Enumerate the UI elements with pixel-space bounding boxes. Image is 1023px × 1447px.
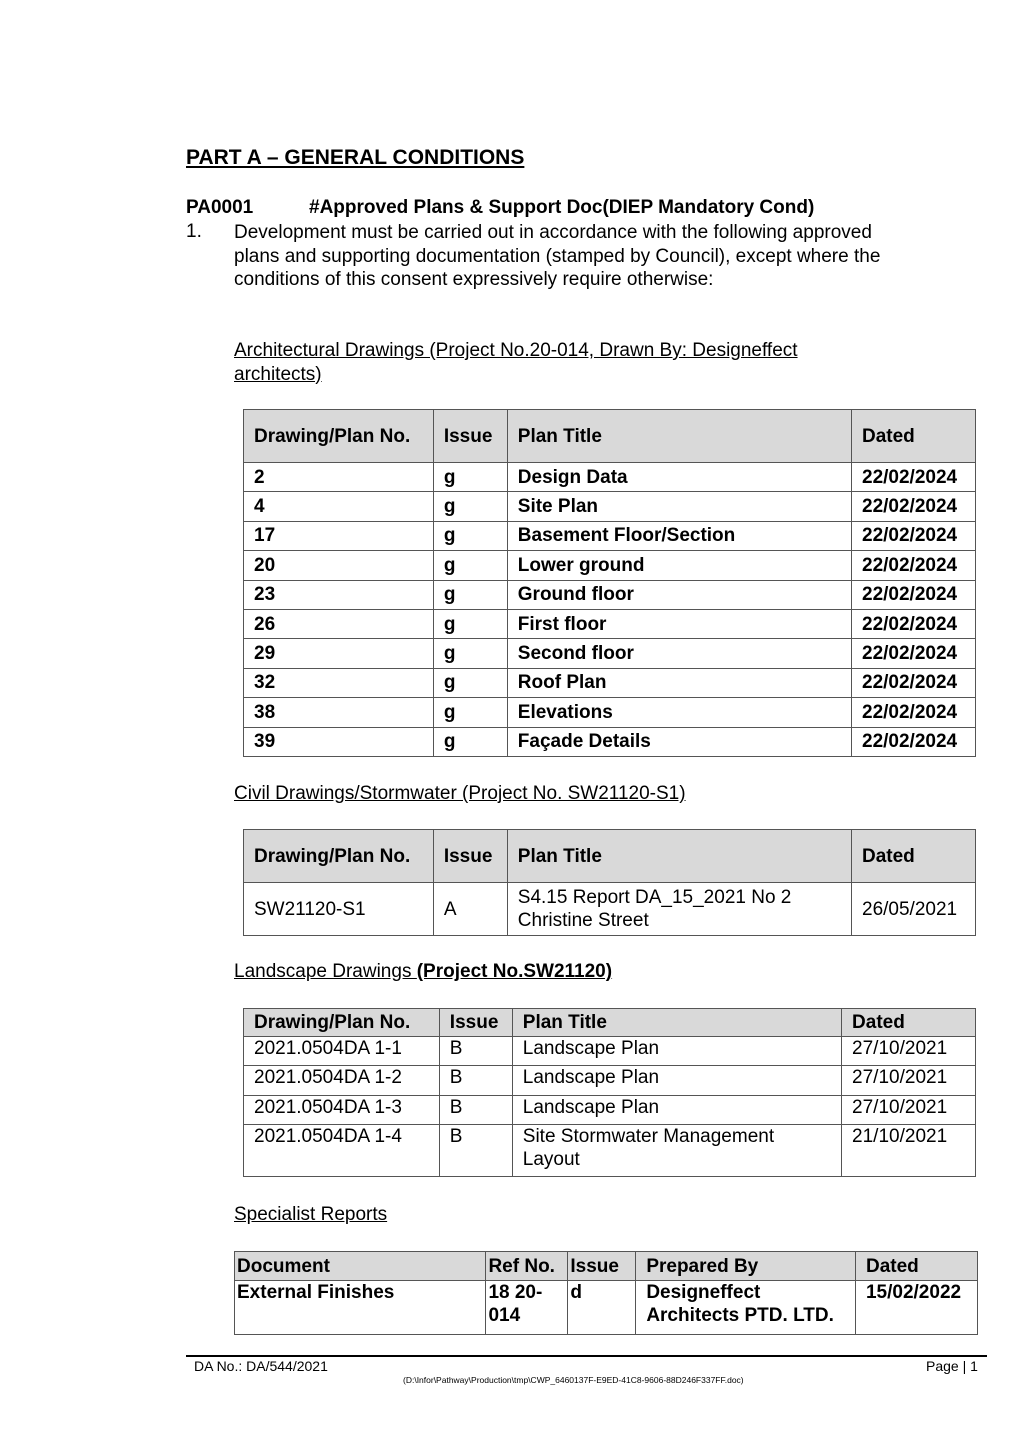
cell-plan-title: Lower ground bbox=[507, 551, 851, 580]
cell-plan-title: Basement Floor/Section bbox=[507, 521, 851, 550]
cell-plan-title: Second floor bbox=[507, 639, 851, 668]
architectural-table bbox=[243, 409, 976, 757]
footer-page-number: Page | 1 bbox=[926, 1358, 978, 1374]
cell-issue: B bbox=[439, 1125, 512, 1177]
header-dated: Dated bbox=[852, 830, 976, 883]
cell-dated: 22/02/2024 bbox=[852, 463, 976, 492]
table-row bbox=[244, 1095, 976, 1124]
header-issue: Issue bbox=[433, 410, 507, 463]
table-row bbox=[244, 580, 976, 609]
table-row bbox=[244, 639, 976, 668]
cell-dated: 15/02/2022 bbox=[855, 1281, 977, 1335]
cell-plan-title: Landscape Plan bbox=[512, 1037, 841, 1066]
cell-drawing-no: 4 bbox=[244, 492, 434, 521]
cell-issue: B bbox=[439, 1037, 512, 1066]
cell-drawing-no: 17 bbox=[244, 521, 434, 550]
footer-file-path: (D:\Infor\Pathway\Production\tmp\CWP_6460137F-E9ED-41C8-9606-88D246F337FF.doc) bbox=[403, 1375, 744, 1385]
table-row bbox=[244, 521, 976, 550]
cell-issue: g bbox=[433, 668, 507, 697]
header-drawing-no: Drawing/Plan No. bbox=[244, 830, 434, 883]
header-drawing-no: Drawing/Plan No. bbox=[244, 1009, 440, 1037]
cell-drawing-no: 26 bbox=[244, 609, 434, 638]
cell-issue: g bbox=[433, 492, 507, 521]
cell-plan-title: Roof Plan bbox=[507, 668, 851, 697]
cell-issue: A bbox=[433, 883, 507, 936]
cell-plan-title: Site Plan bbox=[507, 492, 851, 521]
cell-dated: 27/10/2021 bbox=[842, 1095, 976, 1124]
cell-issue: g bbox=[433, 727, 507, 756]
cell-dated: 22/02/2024 bbox=[852, 580, 976, 609]
cell-plan-title: Façade Details bbox=[507, 727, 851, 756]
cell-issue: g bbox=[433, 551, 507, 580]
table-row bbox=[244, 1066, 976, 1095]
cell-issue: B bbox=[439, 1095, 512, 1124]
table-row bbox=[244, 727, 976, 756]
cell-dated: 22/02/2024 bbox=[852, 492, 976, 521]
table-row bbox=[244, 698, 976, 727]
cell-plan-title: First floor bbox=[507, 609, 851, 638]
landscape-heading-project: (Project No.SW21120) bbox=[416, 961, 613, 982]
landscape-heading bbox=[234, 960, 612, 984]
cell-issue: d bbox=[568, 1281, 636, 1335]
table-row bbox=[244, 609, 976, 638]
table-row bbox=[244, 668, 976, 697]
table-header-row bbox=[244, 410, 976, 463]
cell-dated: 27/10/2021 bbox=[842, 1037, 976, 1066]
cell-plan-title: S4.15 Report DA_15_2021 No 2 Christine Street bbox=[507, 883, 851, 936]
cell-dated: 22/02/2024 bbox=[852, 727, 976, 756]
specialist-heading: Specialist Reports bbox=[234, 1204, 388, 1225]
cell-issue: g bbox=[433, 521, 507, 550]
cell-drawing-no: 32 bbox=[244, 668, 434, 697]
cell-drawing-no: 2021.0504DA 1-4 bbox=[244, 1125, 440, 1177]
table-row bbox=[244, 463, 976, 492]
table-row bbox=[244, 883, 976, 936]
header-dated: Dated bbox=[852, 410, 976, 463]
cell-ref-no: 18 20-014 bbox=[486, 1281, 568, 1335]
cell-issue: B bbox=[439, 1066, 512, 1095]
cell-drawing-no: 20 bbox=[244, 551, 434, 580]
condition-text: Development must be carried out in accordance with the following approved plans and supporting documentation (stamped by Council), except where the conditions of this consent expressively require otherwise: bbox=[234, 222, 881, 290]
cell-dated: 21/10/2021 bbox=[842, 1125, 976, 1177]
cell-drawing-no: 2 bbox=[244, 463, 434, 492]
cell-drawing-no: 38 bbox=[244, 698, 434, 727]
cell-plan-title: Design Data bbox=[507, 463, 851, 492]
cell-drawing-no: SW21120-S1 bbox=[244, 883, 434, 936]
table-row bbox=[235, 1281, 978, 1335]
table-row bbox=[244, 492, 976, 521]
condition-title: #Approved Plans & Support Doc(DIEP Mandatory Cond) bbox=[309, 197, 815, 218]
cell-dated: 22/02/2024 bbox=[852, 698, 976, 727]
cell-issue: g bbox=[433, 639, 507, 668]
cell-drawing-no: 23 bbox=[244, 580, 434, 609]
cell-dated: 27/10/2021 bbox=[842, 1066, 976, 1095]
header-dated: Dated bbox=[855, 1252, 977, 1281]
page-heading: PART A – GENERAL CONDITIONS bbox=[186, 146, 525, 169]
cell-plan-title: Landscape Plan bbox=[512, 1066, 841, 1095]
cell-drawing-no: 29 bbox=[244, 639, 434, 668]
architectural-heading: Architectural Drawings (Project No.20-014, Drawn By: Designeffect architects) bbox=[234, 340, 798, 385]
header-plan-title: Plan Title bbox=[512, 1009, 841, 1037]
table-header-row bbox=[244, 1009, 976, 1037]
footer-divider bbox=[186, 1355, 987, 1357]
cell-dated: 26/05/2021 bbox=[852, 883, 976, 936]
header-issue: Issue bbox=[568, 1252, 636, 1281]
table-row bbox=[244, 1125, 976, 1177]
cell-plan-title: Site Stormwater Management Layout bbox=[512, 1125, 841, 1177]
cell-prepared-by: Designeffect Architects PTD. LTD. bbox=[636, 1281, 856, 1335]
cell-dated: 22/02/2024 bbox=[852, 668, 976, 697]
specialist-table bbox=[234, 1251, 978, 1335]
header-plan-title: Plan Title bbox=[507, 830, 851, 883]
cell-issue: g bbox=[433, 580, 507, 609]
cell-plan-title: Ground floor bbox=[507, 580, 851, 609]
cell-dated: 22/02/2024 bbox=[852, 521, 976, 550]
cell-dated: 22/02/2024 bbox=[852, 639, 976, 668]
cell-drawing-no: 2021.0504DA 1-3 bbox=[244, 1095, 440, 1124]
header-prepared-by: Prepared By bbox=[636, 1252, 856, 1281]
landscape-table bbox=[243, 1008, 976, 1177]
cell-plan-title: Landscape Plan bbox=[512, 1095, 841, 1124]
header-dated: Dated bbox=[842, 1009, 976, 1037]
cell-issue: g bbox=[433, 609, 507, 638]
civil-heading: Civil Drawings/Stormwater (Project No. SW21120-S1) bbox=[234, 783, 686, 804]
cell-issue: g bbox=[433, 698, 507, 727]
header-issue: Issue bbox=[439, 1009, 512, 1037]
cell-drawing-no: 2021.0504DA 1-1 bbox=[244, 1037, 440, 1066]
cell-dated: 22/02/2024 bbox=[852, 609, 976, 638]
header-plan-title: Plan Title bbox=[507, 410, 851, 463]
table-header-row bbox=[244, 830, 976, 883]
condition-number: 1. bbox=[186, 221, 202, 242]
table-row bbox=[244, 551, 976, 580]
civil-table bbox=[243, 829, 976, 936]
landscape-heading-prefix: Landscape Drawings bbox=[234, 961, 417, 982]
table-row bbox=[244, 1037, 976, 1066]
condition-code: PA0001 bbox=[186, 197, 254, 218]
cell-drawing-no: 2021.0504DA 1-2 bbox=[244, 1066, 440, 1095]
header-ref-no: Ref No. bbox=[486, 1252, 568, 1281]
table-header-row bbox=[235, 1252, 978, 1281]
header-drawing-no: Drawing/Plan No. bbox=[244, 410, 434, 463]
cell-issue: g bbox=[433, 463, 507, 492]
cell-dated: 22/02/2024 bbox=[852, 551, 976, 580]
footer-da-number: DA No.: DA/544/2021 bbox=[194, 1358, 328, 1374]
header-document: Document bbox=[235, 1252, 486, 1281]
cell-document: External Finishes bbox=[235, 1281, 486, 1335]
cell-plan-title: Elevations bbox=[507, 698, 851, 727]
header-issue: Issue bbox=[433, 830, 507, 883]
cell-drawing-no: 39 bbox=[244, 727, 434, 756]
